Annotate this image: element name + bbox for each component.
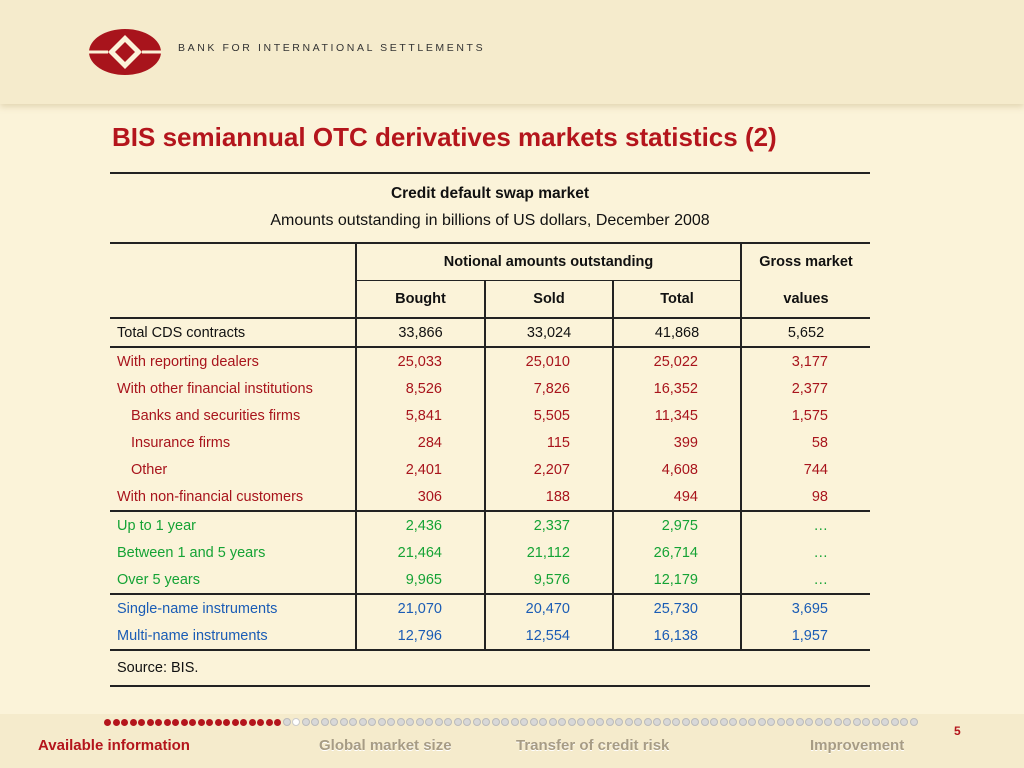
progress-dot[interactable] (104, 719, 111, 726)
progress-dot[interactable] (615, 718, 623, 726)
progress-dot[interactable] (138, 719, 145, 726)
gross-header-1: Gross market (741, 243, 870, 281)
progress-dot[interactable] (249, 719, 256, 726)
table-row (110, 622, 870, 650)
cell-value: 5,505 (485, 402, 613, 429)
progress-dot[interactable] (368, 718, 376, 726)
progress-dot[interactable] (634, 718, 642, 726)
cell-value: 5,841 (356, 402, 485, 429)
progress-dot[interactable] (397, 718, 405, 726)
cell-value: 3,177 (741, 347, 870, 375)
progress-dot[interactable] (710, 718, 718, 726)
table-row (110, 318, 870, 347)
progress-dot[interactable] (416, 718, 424, 726)
cell-value: … (741, 539, 870, 566)
cell-value: 399 (613, 429, 741, 456)
row-label: Up to 1 year (117, 517, 196, 534)
progress-dot[interactable] (663, 718, 671, 726)
progress-dot[interactable] (454, 718, 462, 726)
progress-dot[interactable] (653, 718, 661, 726)
cell-value: 494 (613, 483, 741, 511)
cell-value: 9,965 (356, 566, 485, 594)
progress-dot[interactable] (815, 718, 823, 726)
cell-value: 2,207 (485, 456, 613, 483)
table-row (110, 566, 870, 594)
progress-dot[interactable] (155, 719, 162, 726)
progress-dot[interactable] (130, 719, 137, 726)
cell-value: 284 (356, 429, 485, 456)
row-label: With non-financial customers (110, 483, 356, 511)
row-label: Single-name instruments (117, 600, 278, 617)
progress-dot[interactable] (473, 718, 481, 726)
progress-dot[interactable] (164, 719, 171, 726)
col-header-total: Total (613, 281, 741, 319)
progress-dot[interactable] (539, 718, 547, 726)
progress-dot[interactable] (834, 718, 842, 726)
cell-value: 188 (485, 483, 613, 511)
progress-dot[interactable] (729, 718, 737, 726)
cell-value: 58 (741, 429, 870, 456)
cell-value: 12,179 (613, 566, 741, 594)
progress-dot[interactable] (606, 718, 614, 726)
progress-dots (104, 718, 919, 728)
progress-dot[interactable] (482, 718, 490, 726)
progress-dot[interactable] (881, 718, 889, 726)
cell-value: 9,576 (485, 566, 613, 594)
cell-value: 25,010 (485, 347, 613, 375)
row-label: Between 1 and 5 years (117, 544, 266, 561)
cell-value: 16,138 (613, 622, 741, 650)
cell-value: 98 (741, 483, 870, 511)
progress-dot[interactable] (520, 718, 528, 726)
progress-dot[interactable] (311, 718, 319, 726)
header-blank-2 (110, 281, 356, 319)
progress-dot[interactable] (435, 718, 443, 726)
progress-dot[interactable] (530, 718, 538, 726)
nav-available-information[interactable]: Available information (38, 737, 190, 754)
row-label: Over 5 years (110, 566, 356, 594)
row-label: Multi-name instruments (110, 622, 356, 650)
progress-dot[interactable] (406, 718, 414, 726)
progress-dot[interactable] (777, 718, 785, 726)
bis-logo-icon (88, 28, 162, 76)
progress-dot[interactable] (862, 718, 870, 726)
cell-value: 744 (741, 456, 870, 483)
progress-dot[interactable] (701, 718, 709, 726)
progress-dot[interactable] (302, 718, 310, 726)
progress-dot[interactable] (444, 718, 452, 726)
header-blank (110, 243, 356, 281)
progress-dot[interactable] (321, 718, 329, 726)
progress-dot[interactable] (511, 718, 519, 726)
table-row (110, 375, 870, 402)
progress-dot[interactable] (181, 719, 188, 726)
progress-dot[interactable] (113, 719, 120, 726)
cell-value: 21,070 (356, 594, 485, 622)
progress-dot[interactable] (215, 719, 222, 726)
table-row (110, 347, 870, 375)
progress-dot[interactable] (786, 718, 794, 726)
cell-value: 115 (485, 429, 613, 456)
nav-transfer-of-credit-risk[interactable]: Transfer of credit risk (516, 737, 670, 754)
progress-dot[interactable] (625, 718, 633, 726)
progress-dot[interactable] (824, 718, 832, 726)
progress-dot[interactable] (274, 719, 281, 726)
progress-dot[interactable] (387, 718, 395, 726)
progress-dot[interactable] (340, 718, 348, 726)
cell-value: 4,608 (613, 456, 741, 483)
table-row (110, 511, 870, 539)
progress-dot[interactable] (359, 718, 367, 726)
progress-dot[interactable] (549, 718, 557, 726)
cell-value: 1,575 (741, 402, 870, 429)
col-header-bought: Bought (356, 281, 485, 319)
cell-value: 2,377 (741, 375, 870, 402)
progress-dot[interactable] (805, 718, 813, 726)
progress-dot[interactable] (349, 718, 357, 726)
table-subcaption: Amounts outstanding in billions of US dollars, December 2008 (270, 212, 710, 229)
progress-dot[interactable] (758, 718, 766, 726)
progress-dot[interactable] (147, 719, 154, 726)
cell-value: 33,866 (356, 318, 485, 347)
cell-value: 25,022 (613, 347, 741, 375)
cell-value: 2,975 (613, 511, 741, 539)
progress-dot[interactable] (720, 718, 728, 726)
nav-global-market-size[interactable]: Global market size (319, 737, 452, 754)
progress-dot[interactable] (587, 718, 595, 726)
cell-value: 306 (356, 483, 485, 511)
cell-value: 8,526 (356, 375, 485, 402)
table-row (110, 402, 870, 429)
progress-dot[interactable] (900, 718, 908, 726)
progress-dot[interactable] (463, 718, 471, 726)
cell-value: … (741, 566, 870, 594)
cell-value: 20,470 (485, 594, 613, 622)
cell-value: 21,464 (356, 539, 485, 566)
table-row (110, 429, 870, 456)
page-number: 5 (954, 724, 961, 738)
table-row (110, 594, 870, 622)
cell-value: 7,826 (485, 375, 613, 402)
row-label: Other (131, 461, 168, 478)
progress-dot[interactable] (853, 718, 861, 726)
progress-dot[interactable] (283, 718, 291, 726)
cell-value: 25,033 (356, 347, 485, 375)
cell-value: 2,436 (356, 511, 485, 539)
cell-value: 2,337 (485, 511, 613, 539)
progress-dot[interactable] (748, 718, 756, 726)
table-row (110, 483, 870, 511)
cell-value: 33,024 (485, 318, 613, 347)
progress-dot[interactable] (206, 719, 213, 726)
progress-dot[interactable] (558, 718, 566, 726)
row-label: With other financial institutions (117, 380, 313, 397)
progress-dot[interactable] (189, 719, 196, 726)
cds-table (110, 172, 870, 687)
cell-value: 5,652 (741, 318, 870, 347)
progress-dot[interactable] (425, 718, 433, 726)
progress-dot[interactable] (577, 718, 585, 726)
header-band (0, 0, 1024, 104)
progress-dot[interactable] (172, 719, 179, 726)
progress-dot[interactable] (232, 719, 239, 726)
row-label: Insurance firms (131, 434, 231, 451)
cell-value: 12,796 (356, 622, 485, 650)
progress-dot[interactable] (644, 718, 652, 726)
row-label: Banks and securities firms (131, 407, 301, 424)
progress-dot[interactable] (843, 718, 851, 726)
cell-value: 12,554 (485, 622, 613, 650)
cell-value: 16,352 (613, 375, 741, 402)
progress-dot[interactable] (223, 719, 230, 726)
table-row (110, 456, 870, 483)
progress-dot[interactable] (292, 718, 300, 726)
progress-dot[interactable] (266, 719, 273, 726)
col-header-sold: Sold (485, 281, 613, 319)
org-name: BANK FOR INTERNATIONAL SETTLEMENTS (178, 42, 486, 54)
progress-dot[interactable] (121, 719, 128, 726)
nav-improvement[interactable]: Improvement (810, 737, 905, 754)
progress-dot[interactable] (378, 718, 386, 726)
progress-dot[interactable] (872, 718, 880, 726)
progress-dot[interactable] (739, 718, 747, 726)
progress-dot[interactable] (240, 719, 247, 726)
cell-value: 2,401 (356, 456, 485, 483)
progress-dot[interactable] (910, 718, 918, 726)
progress-dot[interactable] (796, 718, 804, 726)
progress-dot[interactable] (257, 719, 264, 726)
cell-value: … (741, 511, 870, 539)
cell-value: 41,868 (613, 318, 741, 347)
cell-value: 11,345 (613, 402, 741, 429)
row-label: With reporting dealers (117, 353, 259, 370)
row-label: Total CDS contracts (110, 318, 356, 347)
progress-dot[interactable] (330, 718, 338, 726)
cell-value: 21,112 (485, 539, 613, 566)
cell-value: 3,695 (741, 594, 870, 622)
table-source: Source: BIS. (110, 650, 870, 686)
cell-value: 25,730 (613, 594, 741, 622)
progress-dot[interactable] (767, 718, 775, 726)
progress-dot[interactable] (682, 718, 690, 726)
table-row (110, 539, 870, 566)
gross-header-2: values (741, 281, 870, 319)
slide-title: BIS semiannual OTC derivatives markets statistics (2) (112, 122, 777, 152)
notional-header: Notional amounts outstanding (356, 243, 741, 281)
cell-value: 26,714 (613, 539, 741, 566)
progress-dot[interactable] (691, 718, 699, 726)
progress-dot[interactable] (198, 719, 205, 726)
progress-dot[interactable] (492, 718, 500, 726)
cell-value: 1,957 (741, 622, 870, 650)
table-caption: Credit default swap market (110, 173, 870, 212)
progress-dot[interactable] (596, 718, 604, 726)
progress-dot[interactable] (501, 718, 509, 726)
progress-dot[interactable] (672, 718, 680, 726)
progress-dot[interactable] (568, 718, 576, 726)
progress-dot[interactable] (891, 718, 899, 726)
